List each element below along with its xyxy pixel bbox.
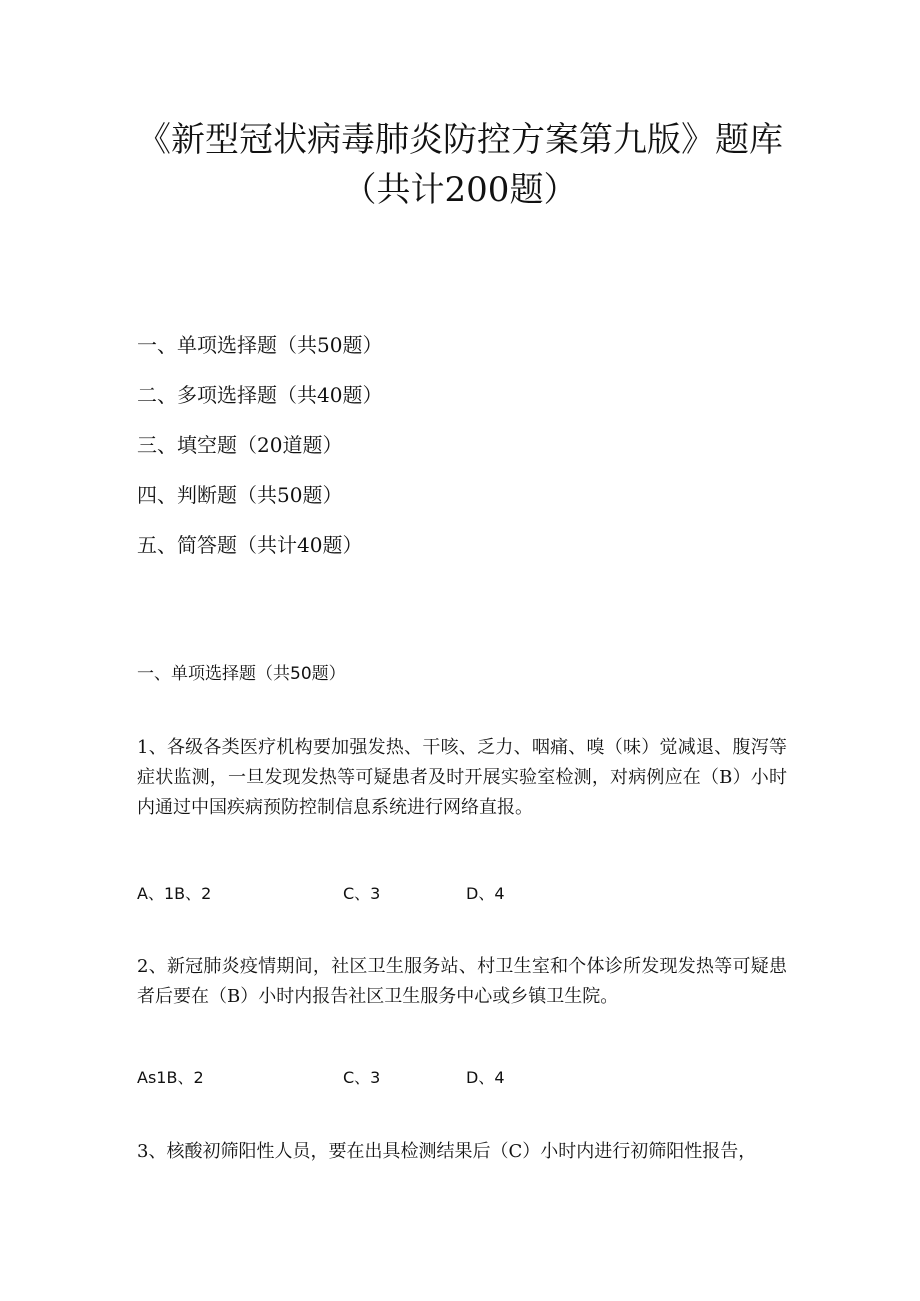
option-d: D、4 bbox=[466, 884, 505, 903]
section-heading: 一、单项选择题（共50题） bbox=[137, 664, 346, 684]
document-title: 《新型冠状病毒肺炎防控方案第九版》题库 bbox=[137, 120, 783, 160]
toc-item: 一、单项选择题（共50题） bbox=[137, 333, 383, 357]
option-c: C、3 bbox=[343, 884, 381, 903]
question-text: 1、各级各类医疗机构要加强发热、干咳、乏力、咽痛、嗅（味）觉减退、腹泻等症状监测，一旦发现发热等可疑患者及时开展实验室检测，对病例应在（B）小时内通过中国疾病预防控制信息系统进行网络直报。 bbox=[137, 737, 787, 818]
option-a: As1B、2 bbox=[137, 1068, 204, 1087]
table-of-contents bbox=[137, 320, 382, 570]
option-d: D、4 bbox=[466, 1068, 505, 1087]
option-c: C、3 bbox=[343, 1068, 381, 1087]
question-text: 2、新冠肺炎疫情期间，社区卫生服务站、村卫生室和个体诊所发现发热等可疑患者后要在（B）小时内报告社区卫生服务中心或乡镇卫生院。 bbox=[137, 956, 787, 1007]
document-subtitle: （共计200题） bbox=[342, 170, 578, 210]
toc-item: 四、判断题（共50题） bbox=[137, 483, 343, 507]
question-text: 3、核酸初筛阳性人员，要在出具检测结果后（C）小时内进行初筛阳性报告， bbox=[137, 1141, 757, 1162]
toc-item: 二、多项选择题（共40题） bbox=[137, 383, 383, 407]
toc-item: 三、填空题（20道题） bbox=[137, 433, 343, 457]
toc-item: 五、简答题（共计40题） bbox=[137, 533, 363, 557]
option-a: A、1B、2 bbox=[137, 884, 212, 903]
